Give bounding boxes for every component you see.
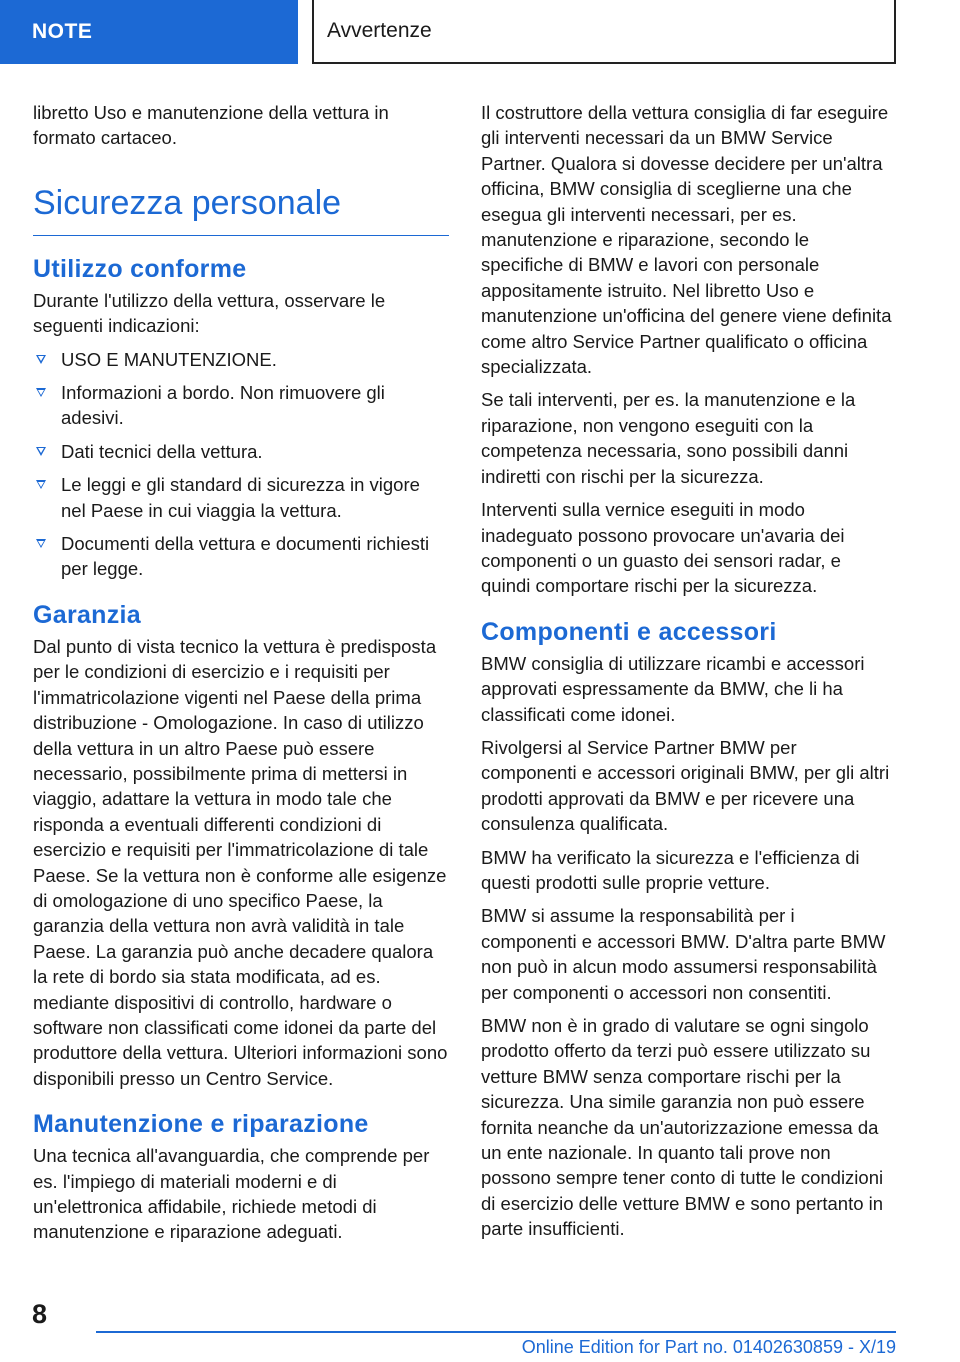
chapter-title: Sicurezza personale [33,183,449,236]
paint-paragraph: Interventi sulla vernice eseguiti in modo inadeguato possono provocare un'avaria dei componenti o un guasto dei sensori radar, e quindi comportare rischi per la sicurezza. [481,499,845,597]
componenti-paragraph: BMW consiglia di utilizzare ricambi e accessori approvati espressamente da BMW, che li ha classificati come idonei. [481,652,865,725]
intro-paragraph: libretto Uso e manutenzione della vettura in formato cartaceo. [33,102,389,149]
garanzia-text: Dal punto di vista tecnico la vettura è predisposta per le condizioni di esercizio e i requisiti per l'immatricolazione vigenti nel Paese della prima distribuzione - Omologazione. In caso di utilizzo della vettura in un altro Paese può essere necessario, possibilmente prima di mettersi in viaggio, adattare la vettura in modo tale che risponda a eventuali differenti condizioni di esercizio e requisiti per l'immatricolazione di tale Paese. Se la vettura non è conforme alle esigenze di omologazione di uno specifico Paese, la garanzia della vettura non avrà validità in tale Paese. La garanzia può anche decadere qualora la rete di bordo sia stata modificata, ad es. mediante dispositivi di controllo, hardware o software non classificati come idonei da parte del produttore della vettura. Ulteriori informazioni sono disponibili presso un Centro Service. [33,635,448,1089]
edition-footer: Online Edition for Part no. 01402630859 - X/19 [521,1337,896,1357]
chapter-tab[interactable]: NOTE [0,0,298,64]
list-item: USO E MANUTENZIONE. [33,347,449,372]
page-header [0,0,960,64]
utilizzo-heading: Utilizzo conforme [33,254,247,283]
triangle-bullet-icon [36,480,46,489]
list-item: Documenti della vettura e documenti richiesti per legge. [33,531,449,582]
risk-paragraph: Se tali interventi, per es. la manutenzione e la riparazione, non vengono eseguiti con la competenza necessaria, sono possibili danni indiretti con rischi per la sicurezza. [481,389,856,487]
utilizzo-text: Durante l'utilizzo della vettura, osservare le seguenti indicazioni: [33,289,386,337]
manutenzione-heading: Manutenzione e riparazione [33,1110,369,1139]
list-item: Dati tecnici della vettura. [33,439,449,464]
componenti-paragraph: BMW si assume la responsabilità per i componenti e accessori BMW. D'altra parte BMW non può in alcun modo assumersi responsabilità per componenti o accessori non consentiti. [481,905,886,1003]
triangle-bullet-icon [36,355,46,364]
triangle-bullet-icon [36,388,46,397]
componenti-heading: Componenti e accessori [481,617,777,646]
right-column [481,100,893,1250]
list-item: Le leggi e gli standard di sicurezza in vigore nel Paese in cui viaggia la vettura. [33,472,449,523]
utilizzo-list [33,347,449,582]
manutenzione-text: Una tecnica all'avanguardia, che comprende per es. l'impiego di materiali moderni e di un'elettronica affidabile, richiede metodi di manutenzione e riparazione adeguati. [33,1145,430,1243]
triangle-bullet-icon [36,447,46,456]
footer-divider [96,1331,896,1333]
page-number: 8 [32,1299,48,1329]
componenti-paragraph: BMW ha verificato la sicurezza e l'efficienza di questi prodotti sulle proprie vetture. [481,846,860,893]
componenti-paragraph: BMW non è in grado di valutare se ogni singolo prodotto offerto da terzi può essere utilizzato su vetture BMW senza comportare rischi per la sicurezza. Una simile garanzia non può essere fornita neanche da un'autorizzazione emessa da un ente nazionale. In quanto tali prove non possono sempre tener conto di tutte le condizioni di esercizio delle vetture BMW e sono pertanto in parte insufficienti. [481,1015,884,1240]
triangle-bullet-icon [36,539,46,548]
section-tab[interactable]: Avvertenze [312,0,896,64]
list-item: Informazioni a bordo. Non rimuovere gli adesivi. [33,380,449,431]
garanzia-heading: Garanzia [33,600,142,629]
componenti-paragraph: Rivolgersi al Service Partner BMW per componenti e accessori originali BMW, per gli altri prodotti approvati da BMW e per ricevere una consulenza qualificata. [481,736,890,835]
left-column [33,100,449,1253]
service-partner-paragraph: Il costruttore della vettura consiglia di far eseguire gli interventi necessari da un BMW Service Partner. Qualora si dovesse decidere per un'altra officina, BMW consiglia di sceglierne una che esegua gli interventi necessari, per es. manutenzione e riparazione, secondo le specifiche di BMW e lavori con personale appositamente istruito. Nel libretto Uso e manutenzione un'officina del genere viene definita come altro Service Partner qualificato o officina specializzata. [481,102,892,378]
